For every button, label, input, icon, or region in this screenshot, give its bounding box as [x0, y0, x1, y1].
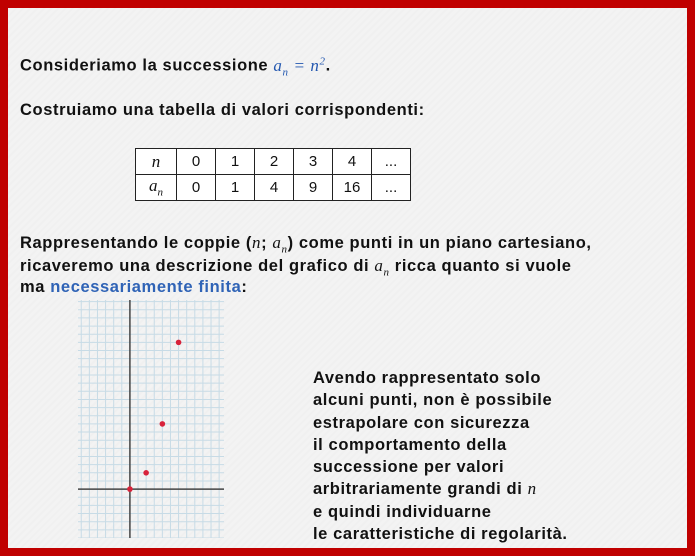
table-row-n [136, 149, 411, 175]
table-row-a [136, 175, 411, 201]
note-line: alcuni punti, non è possibile [313, 391, 553, 410]
formula-a: $a_n = n^2$ [273, 55, 326, 79]
note-line: il comportamento della [313, 435, 507, 454]
values-table [135, 148, 411, 201]
table-cell: 9 [294, 175, 333, 201]
plot-axes [78, 300, 224, 538]
scatter-plot [78, 300, 224, 538]
note-line: e quindi individuarne [313, 502, 492, 521]
table-cell: 0 [177, 149, 216, 175]
intro-text: Consideriamo la successione [20, 56, 274, 75]
table-intro: Costruiamo una tabella di valori corrispondenti: [20, 101, 425, 119]
table-cell: 16 [333, 175, 372, 201]
explanation-note [313, 367, 568, 545]
table-cell: 3 [294, 149, 333, 175]
note-line: arbitrariamente grandi di n [313, 479, 537, 499]
intro-sentence: Consideriamo la successione $a_n = n^2$. [20, 55, 331, 79]
row-label-a: $a_n$ [136, 175, 177, 201]
paragraph-line-3: ma necessariamente finita: [20, 278, 248, 296]
highlight-finite: necessariamente finita [50, 278, 242, 296]
note-line: estrapolare con sicurezza [313, 413, 530, 432]
table-cell: 2 [255, 149, 294, 175]
table-cell: 1 [216, 175, 255, 201]
note-line: Avendo rappresentato solo [313, 369, 542, 387]
row-label-n: n [136, 149, 177, 175]
paragraph-line-1: Rappresentando le coppie (n; $a_n$) come punti in un piano cartesiano, [20, 233, 592, 256]
table-cell: 4 [255, 175, 294, 201]
data-point [176, 340, 182, 346]
table-cell: ... [372, 149, 411, 175]
data-point [143, 470, 149, 476]
table-cell: 0 [177, 175, 216, 201]
plot-grid [78, 300, 224, 538]
table-cell: ... [372, 175, 411, 201]
data-point [127, 486, 133, 492]
paragraph-line-2: ricaveremo una descrizione del grafico di $a_n$ ricca quanto si vuole [20, 256, 572, 279]
note-line: le caratteristiche di regolarità. [313, 525, 568, 544]
data-point [160, 421, 166, 427]
table-cell: 1 [216, 149, 255, 175]
table-cell: 4 [333, 149, 372, 175]
note-line: successione per valori [313, 458, 505, 477]
